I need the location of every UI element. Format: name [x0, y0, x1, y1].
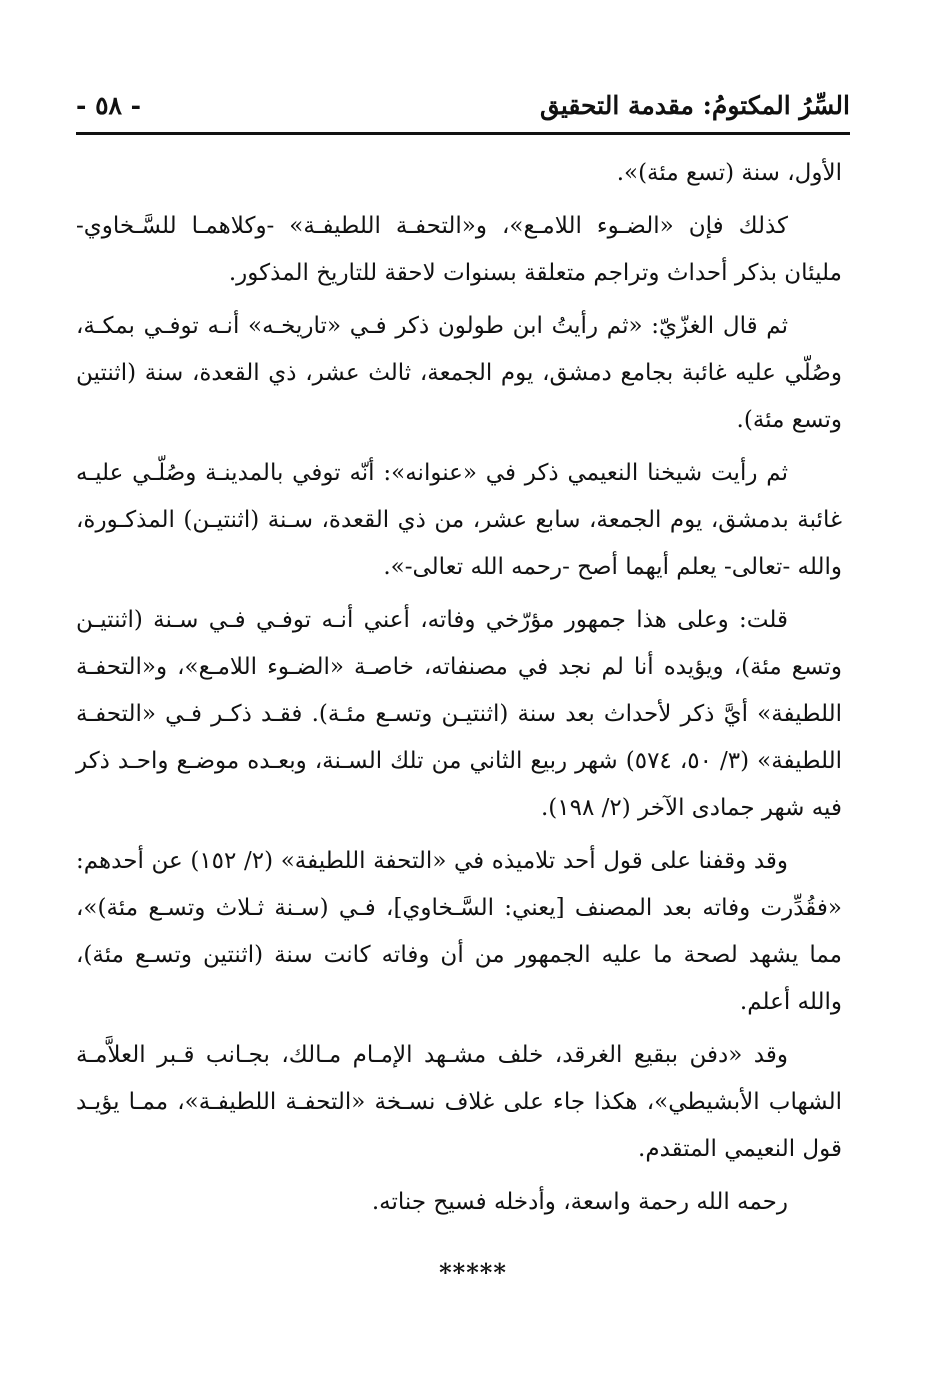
- paragraph-1: الأول، سنة (تسع مئة)».: [616, 160, 842, 186]
- header-divider: [76, 132, 850, 135]
- section-separator: *****: [439, 1258, 507, 1287]
- running-header: [76, 88, 850, 128]
- paragraph-3: ثم قال الغزّيّ: «ثم رأيتُ ابن طولون ذكر فـي «تاريخـه» أنـه توفـي بمكـة، وصُلّي عليه غائبة بجامع دمشق، يوم الجمعة، ثالث عشر، ذي القعدة، سنة (اثنتين وتسع مئة).: [76, 313, 842, 433]
- paragraph-4: ثم رأيت شيخنا النعيمي ذكر في «عنوانه»: أنّه توفي بالمدينـة وصُلّـي عليـه غائبة بدمشق، يوم الجمعة، سابع عشر، من ذي القعدة، سـنة (اثنتيـن) المذكـورة، والله -تعالى- يعلم أيهما أصح -رحمه الله تعالى-».: [76, 460, 842, 580]
- paragraph-2: كذلك فإن «الضـوء اللامـع»، و«التحفـة اللطيفـة» -وكلاهمـا للسَّـخاوي- مليئان بذكر أحداث وتراجم متعلقة بسنوات لاحقة للتاريخ المذكور.: [76, 213, 842, 286]
- paragraph-8: رحمه الله رحمة واسعة، وأدخله فسيح جناته.: [371, 1189, 788, 1215]
- paragraph-7: وقد «دفن ببقيع الغرقد، خلف مشـهد الإمـام مـالك، بجـانب قـبر العلاَّمـة الشهاب الأبشيطي»، هكذا جاء على غلاف نسـخة «التحفـة اللطيفـة»، ممـا يؤيـد قول النعيمي المتقدم.: [76, 1042, 842, 1162]
- paragraph-5: قلت: وعلى هذا جمهور مؤرّخي وفاته، أعني أنـه توفـي فـي سـنة (اثنتيـن وتسع مئة)، ويؤيده أنا لم نجد في مصنفاته، خاصـة «الضـوء اللامـع»، و«التحفـة اللطيفة» أيَّ ذكر لأحداث بعد سنة (اثنتيـن وتسـع مئـة). فقـد ذكـر فـي «التحفـة اللطيفة» (٣/ ٥٠، ٥٧٤) شهر ربيع الثاني من تلك السـنة، وبعـده موضـع واحـد ذكر فيه شهر جمادى الآخر (٢/ ١٩٨).: [76, 607, 842, 821]
- page-number: - ٥٨ -: [76, 91, 142, 120]
- paragraph-6: وقد وقفنا على قول أحد تلاميذه في «التحفة اللطيفة» (٢/ ١٥٢) عن أحدهم: «فقُدِّرت وفاته بعد المصنف [يعني: السَّـخاوي]، فـي (سـنة ثـلاث وتسـع مئة)»، مما يشهد لصحة ما عليه الجمهور من أن وفاته كانت سنة (اثنتين وتسـع مئة)، والله أعلم.: [76, 848, 842, 1015]
- body-text: [76, 150, 842, 1226]
- header-title: السِّرُ المكتومُ: مقدمة التحقيق: [540, 91, 850, 120]
